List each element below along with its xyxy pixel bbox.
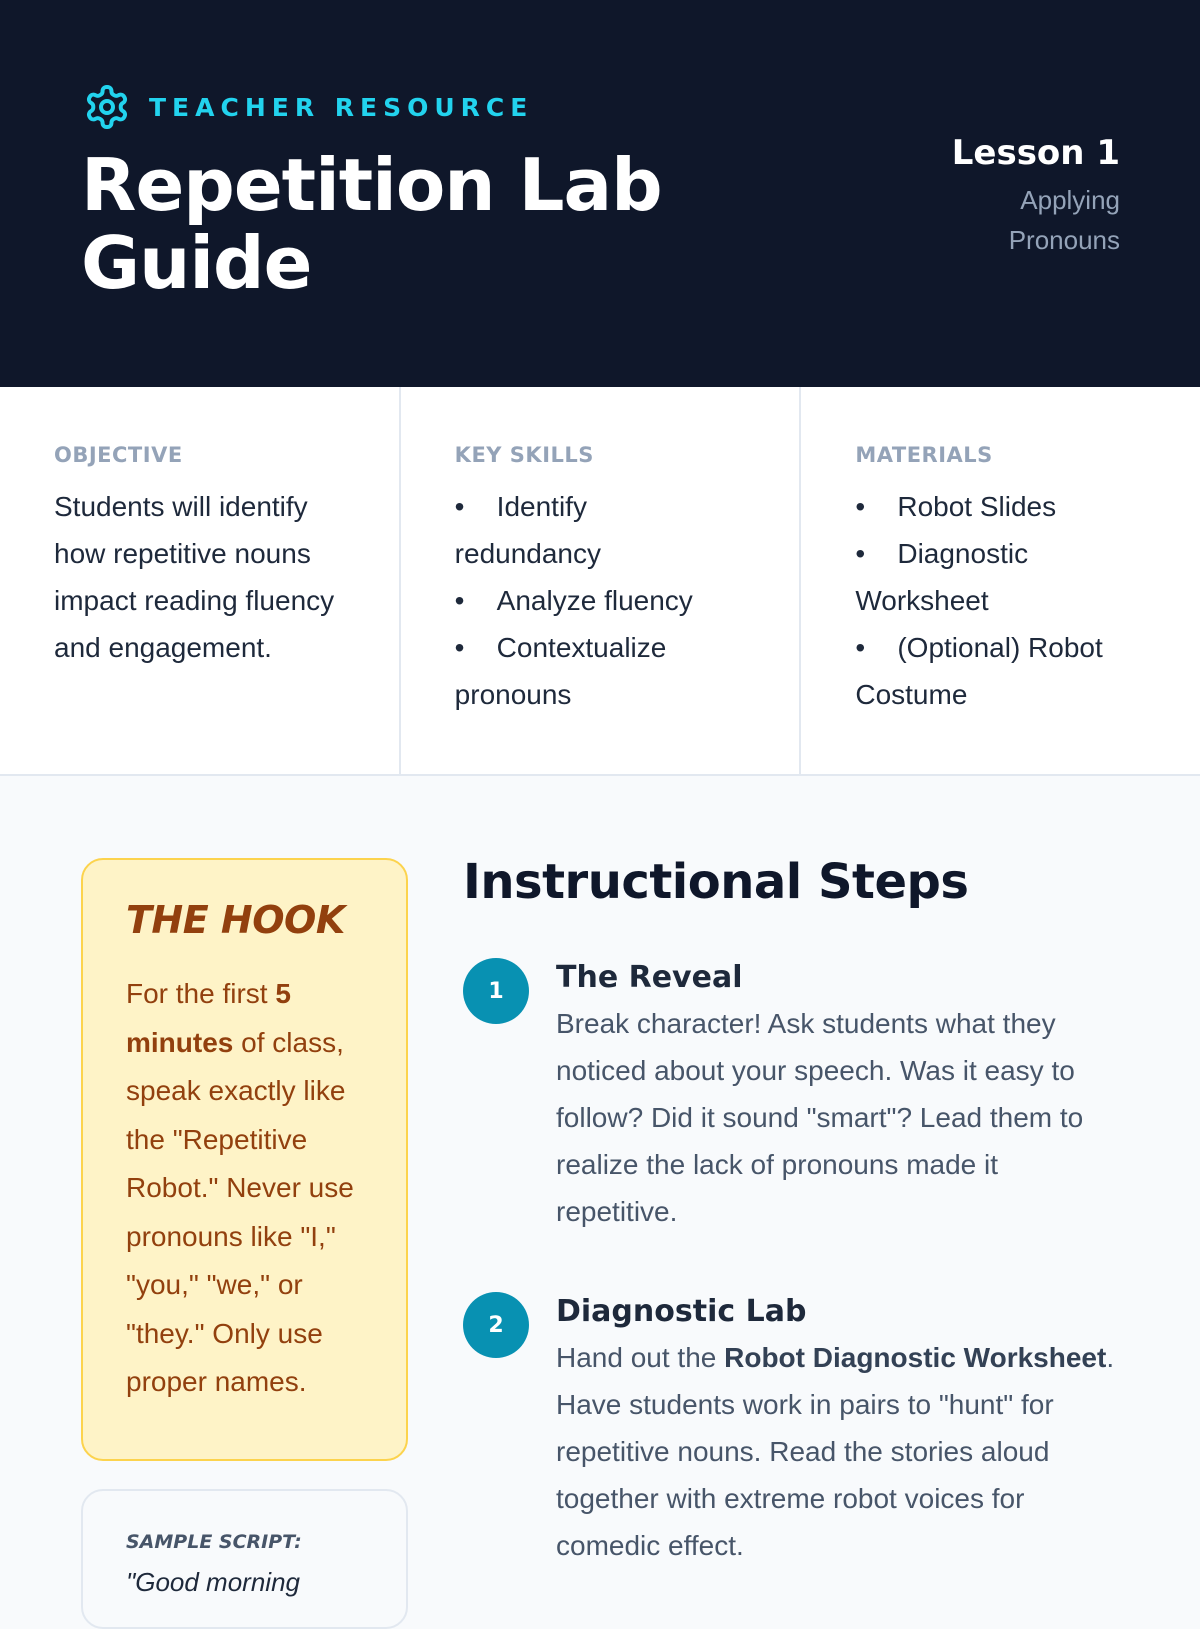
hook-text-part: of class, speak exactly like the "Repetitive Robot." Never use pronouns like "I," "you," "we," or "they." Only use proper names.: [126, 1026, 354, 1397]
list-item: • (Optional) Robot Costume: [855, 624, 1135, 718]
sample-script-card: [81, 1489, 408, 1629]
key-skills-label: KEY SKILLS: [454, 443, 594, 467]
sample-script-text: "Good morning: [126, 1567, 300, 1597]
materials-list: [855, 483, 1135, 718]
gear-icon: [83, 83, 131, 131]
hook-text-emphasis: 5 minutes: [126, 978, 291, 1058]
eyebrow: [83, 83, 533, 131]
lesson-topic: Applying Pronouns: [1008, 185, 1120, 255]
list-item: • Analyze fluency: [455, 577, 735, 624]
lesson-info: [952, 130, 1120, 260]
list-item: • Identify redundancy: [455, 483, 735, 577]
step-body: [556, 1292, 1123, 1569]
step-number-badge: 2: [463, 1292, 529, 1358]
materials-column: [801, 387, 1200, 774]
materials-label: MATERIALS: [855, 443, 993, 467]
sample-script-label: SAMPLE SCRIPT:: [126, 1531, 302, 1553]
step-text-part: Hand out the: [556, 1342, 725, 1373]
list-item: • Contextualize pronouns: [455, 624, 735, 718]
step-number-badge: 1: [463, 958, 529, 1024]
hook-card: [81, 858, 408, 1461]
list-item: • Diagnostic Worksheet: [855, 530, 1135, 624]
step-title: Diagnostic Lab: [556, 1294, 807, 1329]
step-text-emphasis: Robot Diagnostic Worksheet: [724, 1342, 1107, 1373]
header: [0, 0, 1200, 387]
objective-column: [0, 387, 401, 774]
hook-text-part: For the first: [126, 978, 276, 1009]
step-title: The Reveal: [556, 960, 743, 995]
list-item: • Robot Slides: [855, 483, 1135, 530]
key-skills-list: [455, 483, 735, 718]
key-skills-column: [401, 387, 802, 774]
overview-panel: [0, 387, 1200, 776]
hook-text: [126, 970, 366, 1407]
step-text: Break character! Ask students what they noticed about your speech. Was it easy to follow? Did it sound "smart"? Lead them to realize the lack of pronouns made it repetitive.: [556, 1008, 1084, 1227]
steps-heading: Instructional Steps: [463, 854, 969, 910]
step-text: [556, 1334, 1123, 1569]
eyebrow-label: TEACHER RESOURCE: [149, 92, 534, 122]
step-body: [556, 958, 1123, 1235]
objective-label: OBJECTIVE: [54, 443, 183, 467]
lesson-number: Lesson 1: [951, 133, 1120, 173]
step-text-part: . Have students work in pairs to "hunt" for repetitive nouns. Read the stories aloud together with extreme robot voices for comedic effect.: [556, 1342, 1115, 1561]
page-title: Repetition Lab Guide: [81, 143, 662, 305]
hook-title: THE HOOK: [126, 898, 345, 942]
objective-text: Students will identify how repetitive nouns impact reading fluency and engagement.: [54, 491, 335, 663]
